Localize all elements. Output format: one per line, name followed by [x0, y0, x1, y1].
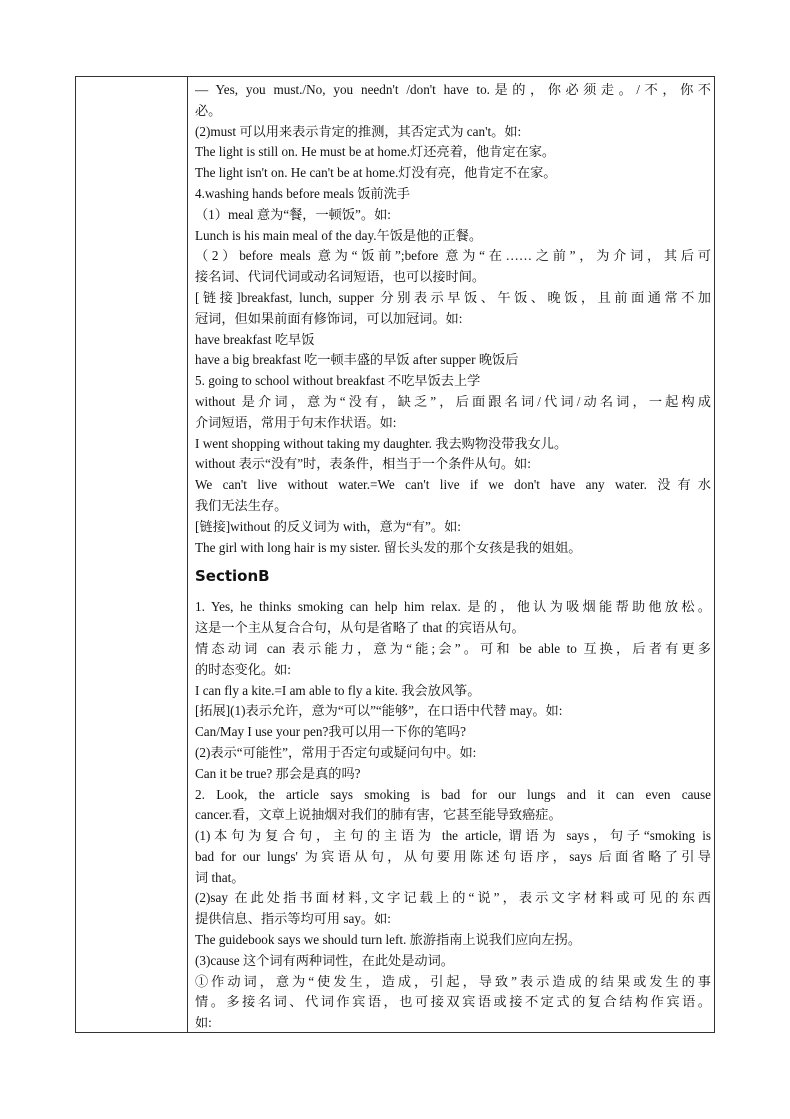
- text-line: (2)say 在此处指书面材料,文字记载上的“说”，表示文字材料或可见的东西: [195, 890, 711, 906]
- text-line: I can fly a kite.=I am able to fly a kite. 我会放风筝。: [195, 682, 481, 698]
- text-line: The girl with long hair is my sister. 留长头发的那个女孩是我的姐姐。: [195, 539, 582, 555]
- text-line: 必。: [195, 102, 222, 118]
- text-line: bad for our lungs' 为宾语从句，从句要用陈述句语序，says 后面省略了引导: [195, 848, 711, 864]
- text-line: 我们无法生存。: [195, 497, 288, 513]
- text-line: （2）before meals 意为“饭前”;before 意为“在……之前”，为介词，其后可: [195, 248, 711, 264]
- text-line: Lunch is his main meal of the day.午饭是他的正餐。: [195, 227, 483, 243]
- text-line: without 表示“没有”时，表条件，相当于一个条件从句。如:: [195, 456, 531, 472]
- text-line: 1. Yes, he thinks smoking can help him relax. 是的，他认为吸烟能帮助他放松。: [195, 599, 711, 615]
- text-line: I went shopping without taking my daughter. 我去购物没带我女儿。: [195, 435, 568, 451]
- text-line: ①作动词，意为“使发生，造成，引起，导致”表示造成的结果或发生的事: [195, 973, 711, 989]
- text-line: without 是介词，意为“没有，缺乏”，后面跟名词/代词/动名词，一起构成: [195, 393, 711, 409]
- section-a-text: [195, 77, 711, 558]
- text-line: 5. going to school without breakfast 不吃早饭去上学: [195, 373, 481, 389]
- text-line: (1)本句为复合句，主句的主语为 the article, 谓语为 says，句子“smoking is: [195, 828, 711, 844]
- text-line: 冠词，但如果前面有修饰词，可以加冠词。如:: [195, 310, 463, 326]
- text-line: 接名词、代词代词或动名词短语，也可以接时间。: [195, 269, 486, 285]
- text-line: (3)cause 这个词有两种词性，在此处是动词。: [195, 952, 454, 968]
- text-line: have a big breakfast 吃一顿丰盛的早饭 after supper 晚饭后: [195, 352, 519, 368]
- text-line: 这是一个主从复合合句，从句是省略了 that 的宾语从句。: [195, 620, 525, 636]
- text-line: 介词短语，常用于句末作状语。如:: [195, 414, 397, 430]
- text-line: [拓展](1)表示允许，意为“可以”“能够”，在口语中代替 may。如:: [195, 703, 563, 719]
- section-b-text: [195, 597, 711, 1034]
- text-line: (2)must 可以用来表示肯定的推测，其否定式为 can't。如:: [195, 123, 522, 139]
- text-line: 情。多接名词、代词作宾语，也可接双宾语或接不定式的复合结构作宾语。: [195, 994, 711, 1010]
- text-line: 情态动词 can 表示能力，意为“能;会”。可和 be able to 互换，后者有更多: [195, 640, 711, 656]
- text-line: We can't live without water.=We can't live if we don't have any water. 没有水: [195, 477, 711, 493]
- text-line: — Yes, you must./No, you needn't /don't have to.是的，你必须走。/不，你不: [195, 82, 711, 97]
- content-column: [195, 77, 711, 1034]
- text-line: Can it be true? 那会是真的吗?: [195, 765, 361, 781]
- text-line: cancer.看，文章上说抽烟对我们的肺有害，它甚至能导致癌症。: [195, 807, 562, 823]
- text-line: The light is still on. He must be at home.灯还亮着，他肯定在家。: [195, 144, 556, 160]
- section-heading: SectionB: [195, 567, 270, 586]
- text-line: The light isn't on. He can't be at home.灯没有亮，他肯定不在家。: [195, 165, 557, 181]
- text-line: 提供信息、指示等均可用 say。如:: [195, 911, 391, 927]
- left-column: [76, 77, 188, 1032]
- text-line: Can/May I use your pen?我可以用一下你的笔吗?: [195, 724, 467, 740]
- text-line: 的时态变化。如:: [195, 661, 291, 677]
- text-line: [链接]breakfast, lunch, supper 分别表示早饭、午饭、晚饭，且前面通常不加: [195, 289, 711, 305]
- text-line: 4.washing hands before meals 饭前洗手: [195, 185, 410, 201]
- text-line: have breakfast 吃早饭: [195, 331, 315, 347]
- text-line: 2. Look, the article says smoking is bad for our lungs and it can even cause: [195, 786, 711, 802]
- text-line: 如:: [195, 1015, 212, 1031]
- text-line: The guidebook says we should turn left. 旅游指南上说我们应向左拐。: [195, 932, 582, 948]
- text-line: [链接]without 的反义词为 with，意为“有”。如:: [195, 518, 461, 534]
- text-line: 词 that。: [195, 869, 245, 885]
- text-line: (2)表示“可能性”，常用于否定句或疑问句中。如:: [195, 744, 477, 760]
- notes-table: [75, 76, 715, 1033]
- text-line: （1）meal 意为“餐，一顿饭”。如:: [195, 206, 391, 222]
